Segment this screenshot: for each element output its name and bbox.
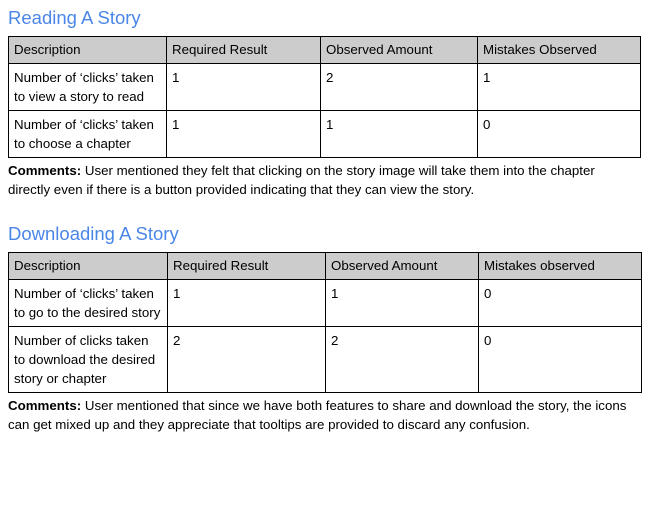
comments-text: User mentioned they felt that clicking on the story image will take them into the chapter directly even if there is a button provided indicating that they can view the story. (8, 163, 595, 197)
cell-required-result: 1 (167, 111, 321, 158)
cell-observed-amount: 1 (321, 111, 478, 158)
cell-mistakes-observed: 0 (478, 111, 641, 158)
cell-observed-amount: 2 (321, 64, 478, 111)
comments-text: User mentioned that since we have both features to share and download the story, the icons can get mixed up and they appreciate that tooltips are provided to discard any confusion. (8, 398, 627, 432)
cell-observed-amount: 1 (326, 280, 479, 327)
section-heading: Reading A Story (8, 7, 141, 28)
header-cell-observed-amount: Observed Amount (321, 37, 478, 64)
cell-description: Number of ‘clicks’ taken to go to the desired story (9, 280, 168, 327)
cell-required-result: 1 (167, 64, 321, 111)
header-cell-observed-amount: Observed Amount (326, 253, 479, 280)
cell-mistakes-observed: 0 (479, 280, 642, 327)
comments-paragraph (8, 396, 640, 434)
cell-required-result: 1 (168, 280, 326, 327)
cell-required-result: 2 (168, 327, 326, 393)
header-cell-mistakes-observed: Mistakes observed (479, 253, 642, 280)
header-cell-mistakes-observed: Mistakes Observed (478, 37, 641, 64)
section-reading-a-story (8, 7, 642, 199)
cell-description: Number of clicks taken to download the desired story or chapter (9, 327, 168, 393)
table-header-row (9, 253, 642, 280)
table-row (9, 327, 642, 393)
section-downloading-a-story (8, 223, 642, 434)
cell-mistakes-observed: 0 (479, 327, 642, 393)
cell-description: Number of ‘clicks’ taken to view a story to read (9, 64, 167, 111)
cell-observed-amount: 2 (326, 327, 479, 393)
table-row (9, 111, 641, 158)
cell-mistakes-observed: 1 (478, 64, 641, 111)
table-header-row (9, 37, 641, 64)
comments-label: Comments: (8, 398, 82, 413)
cell-description: Number of ‘clicks’ taken to choose a chapter (9, 111, 167, 158)
table-row (9, 64, 641, 111)
header-cell-required-result: Required Result (168, 253, 326, 280)
header-cell-description: Description (9, 253, 168, 280)
comments-label: Comments: (8, 163, 82, 178)
header-cell-required-result: Required Result (167, 37, 321, 64)
comments-paragraph (8, 161, 640, 199)
section-heading: Downloading A Story (8, 223, 179, 244)
header-cell-description: Description (9, 37, 167, 64)
table-row (9, 280, 642, 327)
downloading-results-table (8, 252, 642, 393)
reading-results-table (8, 36, 641, 158)
